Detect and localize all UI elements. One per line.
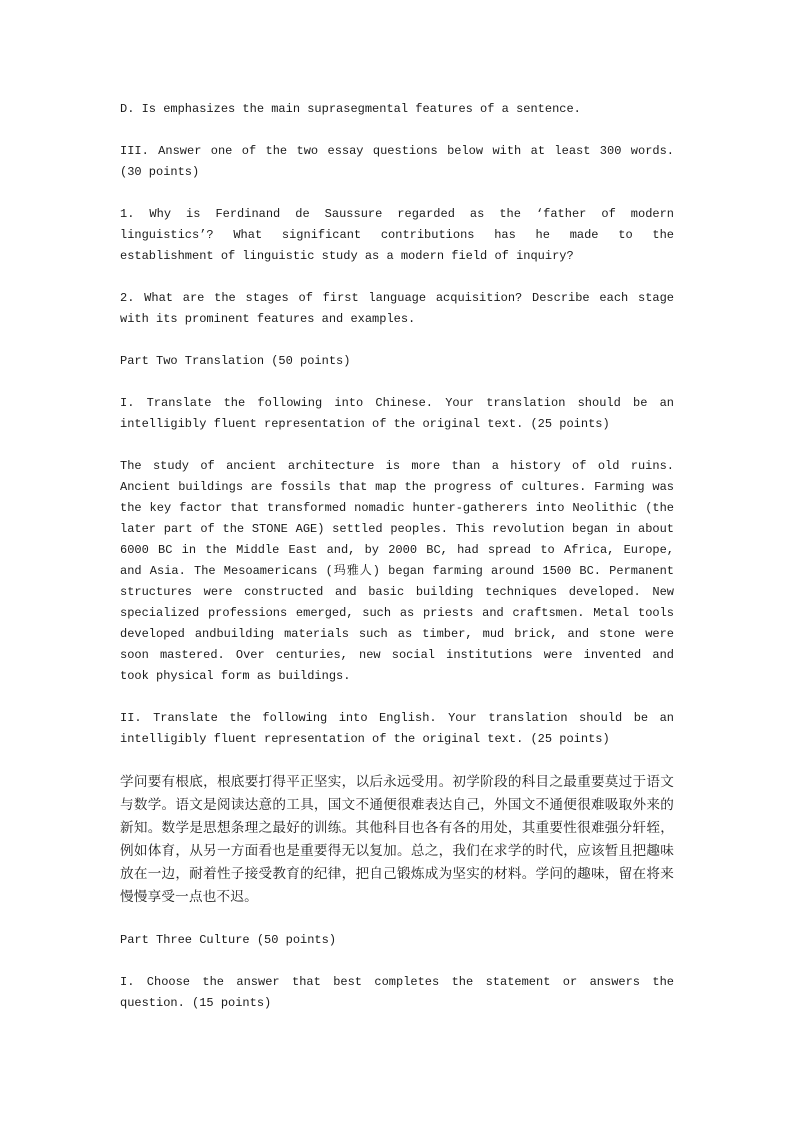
chinese-source-passage: 学问要有根底，根底要打得平正坚实，以后永远受用。初学阶段的科目之最重要莫过于语文与数学。语文是阅读达意的工具，国文不通便很难表达自己，外国文不通便很难吸取外来的新知。数学是思想条理之最好的训练。其他科目也各有各的用处，其重要性很难强分轩轾，例如体育，从另一方面看也是重要得无以复加。总之，我们在求学的时代，应该暂且把趣味放在一边，耐着性子接受教育的纪律，把自己锻炼成为坚实的材料。学问的趣味，留在将来慢慢享受一点也不迟。 [120, 774, 674, 905]
culture-section-instruction: I. Choose the answer that best completes the statement or answers the question. (15 points) [120, 975, 674, 1010]
option-d: D. Is emphasizes the main suprasegmental features of a sentence. [120, 102, 581, 116]
translation-instruction-english: II. Translate the following into English. Your translation should be an intelligibly fluent representation of the original text. (25 points) [120, 711, 674, 746]
part-two-heading: Part Two Translation (50 points) [120, 354, 351, 368]
part-three-heading: Part Three Culture (50 points) [120, 933, 337, 947]
english-source-passage: The study of ancient architecture is more than a history of old ruins. Ancient buildings are fossils that map the progress of cultures. Farming was the key factor that transformed nomadic hunter-gatherers into Neolithic (the later part of the STONE AGE) settled peoples. This revolution began in about 6000 BC in the Middle East and, by 2000 BC, had spread to Africa, Europe, and Asia. The Mesoamericans (玛雅人) began farming around 1500 BC. Permanent structures were constructed and basic building techniques developed. New specialized professions emerged, such as priests and craftsmen. Metal tools developed andbuilding materials such as timber, mud brick, and stone were soon mastered. Over centuries, new social institutions were invented and took physical form as buildings. [120, 459, 674, 683]
document-page [120, 99, 674, 1014]
essay-question-2: 2. What are the stages of first language acquisition? Describe each stage with its prominent features and examples. [120, 291, 674, 326]
essay-question-1: 1. Why is Ferdinand de Saussure regarded as the ‘father of modern linguistics’? What significant contributions has he made to the establishment of linguistic study as a modern field of inquiry? [120, 207, 674, 263]
section-iii-heading: III. Answer one of the two essay questions below with at least 300 words. (30 points) [120, 144, 674, 179]
translation-instruction-chinese: I. Translate the following into Chinese. Your translation should be an intelligibly fluent representation of the original text. (25 points) [120, 396, 674, 431]
